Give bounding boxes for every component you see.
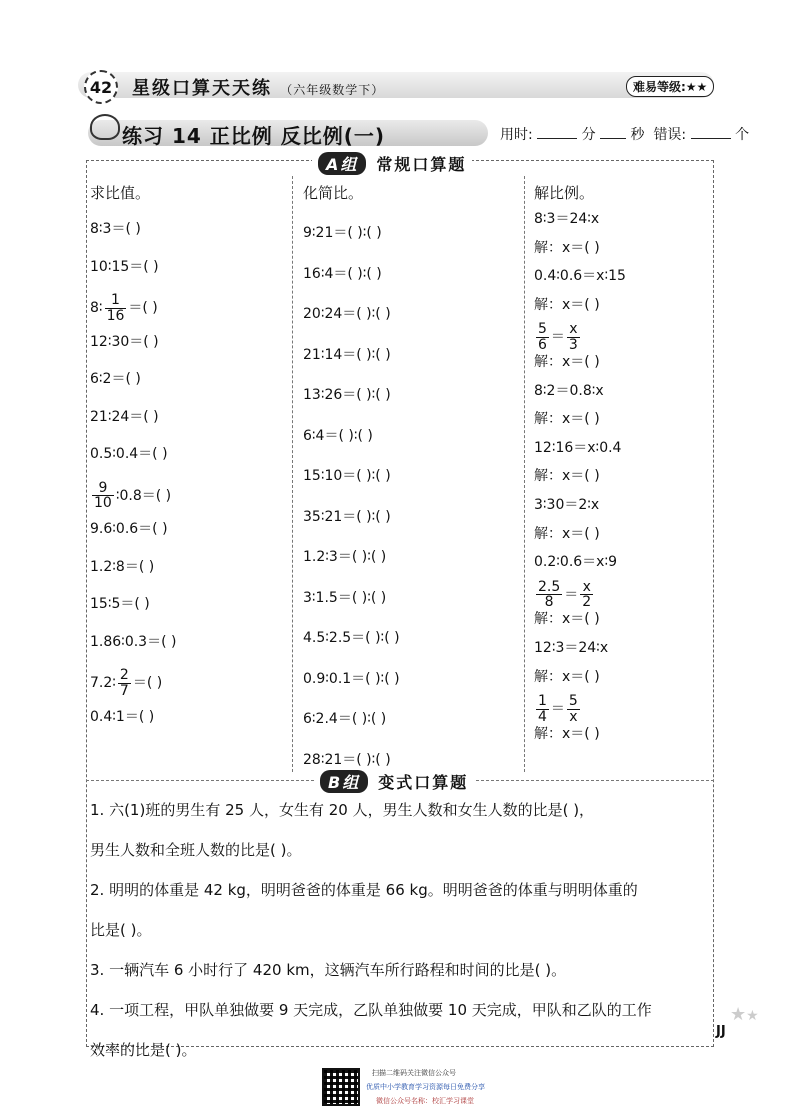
proportion-step — [534, 351, 600, 371]
fraction — [536, 580, 562, 610]
expression-text: 15∶5＝( ) — [90, 596, 150, 612]
expression-text: 3∶30＝2∶x — [534, 497, 600, 513]
expression-text: 16∶4＝( )∶( ) — [303, 265, 382, 282]
equals-sign: ＝ — [550, 701, 565, 718]
ratio-value-item — [90, 706, 154, 726]
simplify-ratio-item — [303, 222, 382, 242]
footer-line-1: 扫描二维码关注微信公众号 — [372, 1069, 456, 1077]
expression-text: 解：x＝( ) — [534, 468, 600, 485]
expression-text: 4.5∶2.5＝( )∶( ) — [303, 630, 400, 646]
equals-sign: ＝ — [550, 329, 565, 346]
ratio-value-item — [90, 556, 154, 576]
col3-heading: 解比例。 — [534, 184, 595, 202]
corner-mark: JJ — [716, 1024, 726, 1039]
footer-line-2: 优质中小学教育学习资源每日免费分享 — [366, 1083, 485, 1091]
expression-text: 8∶2＝0.8∶x — [534, 382, 604, 399]
simplify-ratio-item — [303, 303, 391, 323]
numerator: x — [567, 322, 580, 338]
expression-text: 10∶15＝( ) — [90, 258, 159, 275]
denominator: 6 — [538, 337, 547, 354]
numerator: 1 — [105, 293, 127, 309]
expression-text: 20∶24＝( )∶( ) — [303, 306, 391, 322]
column-divider-1 — [292, 176, 293, 772]
expression-text: 8∶3＝24∶x — [534, 211, 600, 227]
problem-line: 3. 一辆汽车 6 小时行了 420 km，这辆汽车所行路程和时间的比是( )。 — [90, 961, 567, 979]
denominator: 7 — [119, 682, 129, 699]
proportion-step — [534, 437, 621, 457]
denominator: 2 — [582, 594, 592, 611]
simplify-ratio-item — [303, 708, 386, 728]
expression-text: 8∶3＝( ) — [90, 221, 141, 237]
simplify-ratio-item — [303, 465, 391, 485]
proportion-step — [534, 637, 608, 657]
expression-text: 解：x＝( ) — [534, 411, 600, 428]
numerator: 9 — [92, 481, 114, 497]
simplify-ratio-item — [303, 668, 400, 688]
expression-text: 0.2∶0.6＝x∶9 — [534, 554, 618, 571]
group-b-badge: B组 — [320, 770, 368, 793]
book-brand — [132, 74, 384, 100]
expression-text: 35∶21＝( )∶( ) — [303, 508, 391, 525]
footer-line-3: 微信公众号名称：校汇学习课堂 — [376, 1097, 474, 1105]
group-b-title: 变式口算题 — [378, 773, 469, 792]
fraction — [567, 322, 580, 352]
expression-text: 1.86∶0.3＝( ) — [90, 633, 177, 650]
proportion-step — [534, 694, 582, 724]
proportion-step — [534, 608, 600, 628]
proportion-step — [534, 666, 600, 686]
expression-text: 13∶26＝( )∶( ) — [303, 387, 391, 403]
ratio-value-item — [90, 593, 150, 613]
col2-heading: 化简比。 — [303, 184, 364, 202]
numerator: 2.5 — [538, 578, 561, 595]
ratio-value-item — [90, 443, 168, 463]
expression-text: 解：x＝( ) — [534, 668, 600, 685]
star-icon: ★ — [730, 1004, 747, 1025]
difficulty-badge: 难易等级:★★ — [626, 76, 714, 97]
qr-code-icon — [322, 1068, 360, 1106]
proportion-step — [534, 294, 600, 314]
numerator: 5 — [538, 321, 547, 338]
simplify-ratio-item — [303, 627, 400, 647]
timer-label-min: 分 — [581, 127, 596, 143]
ratio-value-item — [90, 293, 158, 323]
word-problems — [90, 790, 710, 1070]
expression-text: 9.6∶0.6＝( ) — [90, 521, 168, 537]
expression-text: 21∶14＝( )∶( ) — [303, 346, 391, 363]
simplify-ratio-item — [303, 344, 391, 364]
decorative-stars — [730, 1004, 759, 1025]
expression-text: 解：x＝( ) — [534, 354, 600, 370]
expression-text: 解：x＝( ) — [534, 525, 600, 542]
expression-text: 解：x＝( ) — [534, 239, 600, 256]
fraction — [580, 580, 593, 610]
simplify-ratio-item — [303, 587, 386, 607]
expression-text: 12∶3＝24∶x — [534, 640, 609, 656]
timer-label-time: 用时: — [500, 127, 533, 143]
numerator: x — [580, 580, 593, 596]
expression-text: 解：x＝( ) — [534, 611, 600, 628]
fraction — [536, 322, 549, 352]
seconds-blank[interactable] — [600, 138, 626, 139]
simplify-ratio-item — [303, 263, 382, 283]
ratio-value-item — [90, 368, 141, 388]
expression-text: 6∶2.4＝( )∶( ) — [303, 711, 387, 727]
expression-text: ＝( ) — [128, 300, 158, 317]
denominator: 4 — [538, 708, 547, 725]
denominator: 8 — [544, 594, 554, 611]
numerator: 2 — [119, 667, 129, 683]
proportion-step — [534, 465, 600, 485]
expression-text: ＝( ) — [132, 675, 163, 692]
expression-text: 7.2∶ — [90, 675, 116, 692]
expression-text: 6∶2＝( ) — [90, 371, 141, 387]
expression-text: 1.2∶3＝( )∶( ) — [303, 549, 387, 565]
proportion-step — [534, 408, 600, 428]
timer-label-errors: 错误: — [653, 127, 687, 143]
fraction — [536, 694, 549, 724]
ratio-value-item — [90, 218, 141, 238]
brand-subtitle: （六年级数学下） — [280, 83, 385, 97]
expression-text: 15∶10＝( )∶( ) — [303, 468, 391, 484]
expression-text: 0.4∶0.6＝x∶15 — [534, 268, 626, 285]
fraction — [105, 293, 127, 323]
expression-text: 21∶24＝( ) — [90, 408, 159, 425]
errors-blank[interactable] — [691, 138, 731, 139]
ratio-value-item — [90, 406, 159, 426]
denominator: 3 — [568, 337, 578, 354]
proportion-step — [534, 551, 617, 571]
ratio-value-item — [90, 481, 171, 511]
minutes-blank[interactable] — [537, 138, 577, 139]
exercise-title: 练习 14 正比例 反比例(一) — [122, 124, 386, 148]
problem-line: 4. 一项工程，甲队单独做要 9 天完成，乙队单独做要 10 天完成，甲队和乙队的工作 — [90, 1001, 652, 1019]
clock-logo-icon — [90, 114, 120, 140]
proportion-step — [534, 322, 582, 352]
proportion-step — [534, 580, 595, 610]
expression-text: 28∶21＝( )∶( ) — [303, 751, 391, 768]
col1-heading: 求比值。 — [90, 184, 151, 202]
timer-row — [500, 124, 749, 144]
column-divider-2 — [524, 176, 525, 772]
simplify-ratio-item — [303, 546, 386, 566]
expression-text: ∶0.8＝( ) — [115, 487, 172, 504]
simplify-ratio-item — [303, 384, 391, 404]
denominator: 16 — [106, 307, 125, 324]
ratio-value-item — [90, 631, 176, 651]
proportion-step — [534, 523, 600, 543]
page-number: 42 — [84, 70, 118, 104]
expression-text: 12∶30＝( ) — [90, 333, 159, 350]
brand-title: 星级口算天天练 — [132, 78, 272, 99]
ratio-value-item — [90, 331, 159, 351]
proportion-step — [534, 494, 599, 514]
proportion-step — [534, 723, 600, 743]
expression-text: 3∶1.5＝( )∶( ) — [303, 589, 387, 606]
proportion-step — [534, 380, 604, 400]
numerator: 1 — [538, 693, 547, 710]
expression-text: 0.5∶0.4＝( ) — [90, 446, 168, 462]
timer-label-unit: 个 — [735, 127, 750, 143]
proportion-step — [534, 237, 600, 257]
ratio-value-item — [90, 668, 162, 698]
expression-text: 0.9∶0.1＝( )∶( ) — [303, 670, 400, 687]
problem-line: 2. 明明的体重是 42 kg，明明爸爸的体重是 66 kg。明明爸爸的体重与明明体重的 — [90, 881, 638, 899]
problem-line: 1. 六(1)班的男生有 25 人，女生有 20 人，男生人数和女生人数的比是( )， — [90, 801, 595, 819]
proportion-step — [534, 208, 599, 228]
group-a-badge: A组 — [318, 152, 366, 175]
expression-text: 12∶16＝x∶0.4 — [534, 439, 622, 456]
simplify-ratio-item — [303, 749, 391, 769]
ratio-value-item — [90, 256, 159, 276]
expression-text: 8∶ — [90, 300, 103, 317]
expression-text: 6∶4＝( )∶( ) — [303, 427, 373, 444]
ratio-value-item — [90, 518, 168, 538]
simplify-ratio-item — [303, 425, 373, 445]
expression-text: 9∶21＝( )∶( ) — [303, 225, 382, 241]
problem-line: 效率的比是( )。 — [90, 1041, 197, 1059]
expression-text: 1.2∶8＝( ) — [90, 558, 155, 575]
problem-line: 男生人数和全班人数的比是( )。 — [90, 841, 302, 859]
expression-text: 解：x＝( ) — [534, 725, 600, 742]
problem-line: 比是( )。 — [90, 921, 152, 939]
equals-sign: ＝ — [564, 586, 579, 603]
denominator: 10 — [94, 495, 112, 512]
star-icon: ★ — [746, 1008, 759, 1024]
denominator: x — [569, 708, 578, 725]
timer-label-sec: 秒 — [630, 127, 645, 143]
group-a-title: 常规口算题 — [376, 155, 467, 174]
expression-text: 解：x＝( ) — [534, 296, 600, 313]
fraction — [92, 481, 114, 511]
fraction — [118, 668, 131, 698]
numerator: 5 — [568, 693, 578, 710]
group-a-heading — [312, 152, 472, 175]
proportion-step — [534, 265, 626, 285]
simplify-ratio-item — [303, 506, 391, 526]
fraction — [567, 694, 580, 724]
expression-text: 0.4∶1＝( ) — [90, 708, 155, 725]
